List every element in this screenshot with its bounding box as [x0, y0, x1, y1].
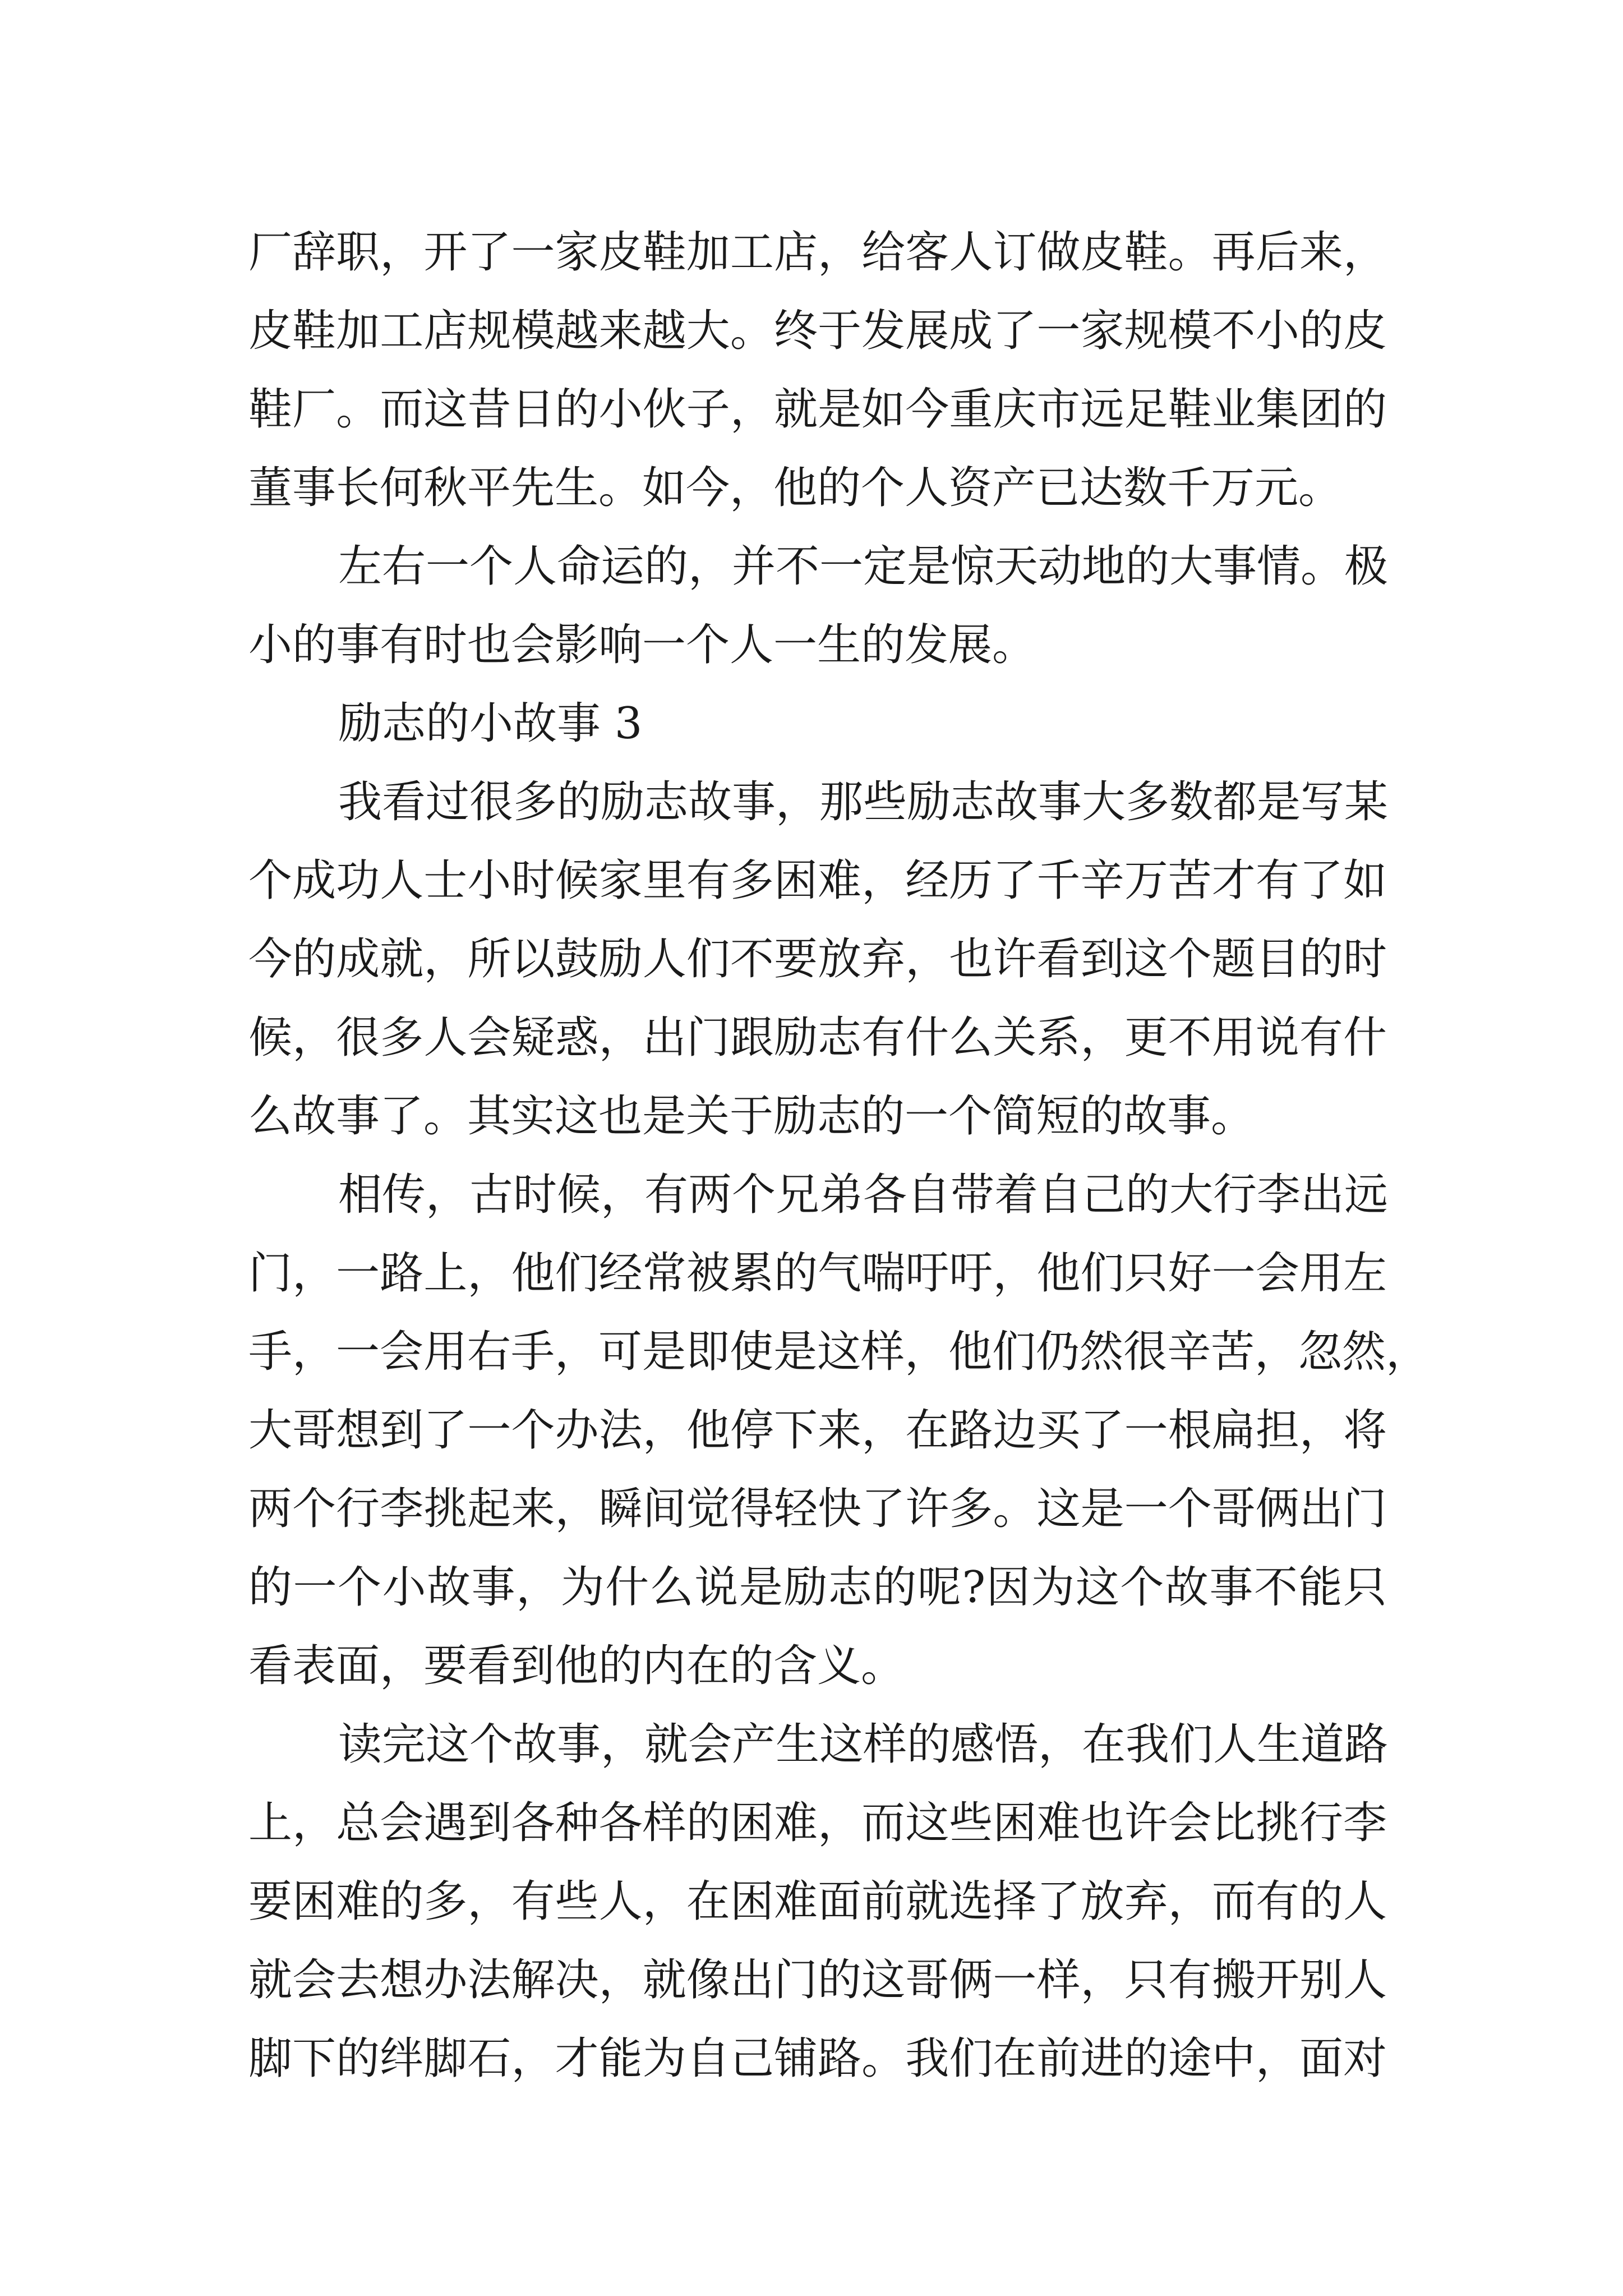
line-text: 两个行李挑起来，瞬间觉得轻快了许多。这是一个哥俩出门 — [248, 1484, 1387, 1534]
text-line — [248, 1470, 1387, 1548]
line-text: 候，很多人会疑惑，出门跟励志有什么关系，更不用说有什 — [248, 1013, 1387, 1063]
text-line — [248, 527, 1387, 606]
text-line — [248, 2019, 1387, 2098]
text-line — [248, 1784, 1387, 1862]
line-text: 今的成就，所以鼓励人们不要放弃，也许看到这个题目的时 — [248, 934, 1387, 984]
text-line — [248, 1705, 1387, 1784]
section-heading — [248, 684, 1387, 763]
text-line — [248, 1234, 1387, 1313]
line-text: 的一个小故事，为什么说是励志的呢?因为这个故事不能只 — [248, 1562, 1387, 1613]
line-text: 要困难的多，有些人，在困难面前就选择了放弃，而有的人 — [248, 1876, 1387, 1927]
line-text: 大哥想到了一个办法，他停下来，在路边买了一根扁担，将 — [248, 1405, 1387, 1456]
text-line — [248, 213, 1387, 292]
text-line — [248, 1548, 1387, 1627]
text-line — [248, 449, 1387, 527]
text-line — [248, 1862, 1387, 1941]
line-text: 厂辞职，开了一家皮鞋加工店，给客人订做皮鞋。再后来， — [248, 227, 1387, 278]
line-text: 上，总会遇到各种各样的困难，而这些困难也许会比挑行李 — [248, 1798, 1387, 1848]
line-text: 门，一路上，他们经常被累的气喘吁吁，他们只好一会用左 — [248, 1248, 1387, 1299]
text-line — [248, 1077, 1387, 1156]
text-line — [248, 763, 1387, 841]
line-text: 左右一个人命运的，并不一定是惊天动地的大事情。极 — [338, 541, 1389, 592]
text-line — [248, 841, 1387, 920]
line-text: 相传，古时候，有两个兄弟各自带着自己的大行李出远 — [338, 1170, 1389, 1220]
heading-text: 励志的小故事 3 — [338, 698, 643, 749]
text-line — [248, 999, 1387, 1077]
line-text: 看表面，要看到他的内在的含义。 — [248, 1641, 905, 1691]
line-text: 我看过很多的励志故事，那些励志故事大多数都是写某 — [338, 777, 1389, 827]
text-line — [248, 292, 1387, 370]
line-text: 董事长何秋平先生。如今，他的个人资产已达数千万元。 — [248, 463, 1343, 513]
line-text: 读完这个故事，就会产生这样的感悟，在我们人生道路 — [338, 1719, 1389, 1770]
text-line — [248, 370, 1387, 449]
line-text: 个成功人士小时候家里有多困难，经历了千辛万苦才有了如 — [248, 855, 1387, 906]
document-body — [248, 213, 1430, 2098]
text-line — [248, 606, 1387, 684]
text-line — [248, 920, 1387, 999]
text-line — [248, 1156, 1387, 1234]
line-text: 手，一会用右手，可是即使是这样，他们仍然很辛苦，忽然， — [248, 1327, 1430, 1377]
line-text: 就会去想办法解决，就像出门的这哥俩一样，只有搬开别人 — [248, 1955, 1387, 2005]
text-line — [248, 1391, 1387, 1470]
line-text: 鞋厂。而这昔日的小伙子，就是如今重庆市远足鞋业集团的 — [248, 384, 1387, 435]
text-line — [248, 1313, 1430, 1391]
line-text: 皮鞋加工店规模越来越大。终于发展成了一家规模不小的皮 — [248, 306, 1387, 356]
line-text: 脚下的绊脚石，才能为自己铺路。我们在前进的途中，面对 — [248, 2033, 1387, 2084]
text-line — [248, 1627, 1387, 1705]
text-line — [248, 1941, 1387, 2019]
line-text: 么故事了。其实这也是关于励志的一个简短的故事。 — [248, 1091, 1255, 1142]
line-text: 小的事有时也会影响一个人一生的发展。 — [248, 620, 1036, 670]
